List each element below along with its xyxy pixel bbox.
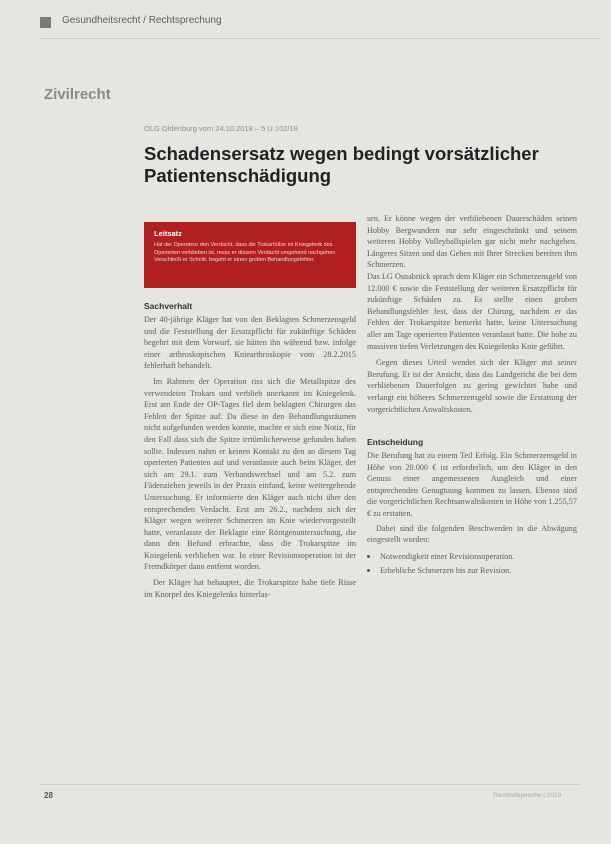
header-divider [40,38,600,39]
running-header-title: Gesundheitsrecht / Rechtsprechung [62,15,222,26]
bullet-icon [367,555,370,558]
sachverhalt-continued-paragraph-3: Gegen dieses Urteil wendet sich der Kläger mit seiner Berufung. Er ist der Ansicht, dass das Landgericht die bei dem verbliebenen Dauerfolgen zu gering gewichtet habe und verlangt ein höheres Schmerzensgeld sowie die Erstattung der vorgerichtlichen Anwaltskosten. [367,358,577,414]
sachverhalt-paragraph-1: Der 40-jährige Kläger hat von den Beklagten Schmerzensgeld und die Feststellung der Ersatzpflicht für zukünftige Schäden begehrt mit dem Vorwurf, sie hätten ihn während bzw. infolge einer arthroskopischen Kniearthroskopie vom 28.2.2015 fehlerhaft behandelt. [144,315,356,371]
sachverhalt-heading: Sachverhalt [144,301,193,311]
bullet-text: Erhebliche Schmerzen bis zur Revision. [380,566,512,576]
running-header [40,12,600,34]
article-title: Schadensersatz wegen bedingt vorsätzlicher Patientenschädigung [144,143,539,186]
sachverhalt-paragraph-3: Der Kläger hat behauptet, die Trokarspitze habe tiefe Risse im Knorpel des Kniegelenks hinterlas- [144,578,356,599]
leitsatz-text: Hat der Operateur den Verdacht, dass die Trokarhülse im Kniegelenk des Operierten verblieben ist, muss er diesem Verdacht umgehend nachgehen. Verschließt er Schnitt, begeht er einen groben Behandlungsfehler. [154,242,337,264]
section-title: Zivilrecht [44,86,111,103]
list-item [367,564,577,579]
bullet-icon [367,569,370,572]
sachverhalt-paragraph-2: Im Rahmen der Operation riss sich die Metallspitze des verwendeten Trokars und verblieb unerkannt im Kniegelenk. Erst am Ende der OP-Tages fiel dem beklagten Chirurgen das Fehlen der Spitze auf. Da diese in den Behandlungsräumen nicht aufgefunden werden konnte, machte er sich eine Notiz, für den Fall dass sich die Spitze irrtümlicherweise gefunden haben sollte. Indessen nahm er keinen Kontakt zu den an diesem Tag operierten Patienten auf und veranlasste auch beim Kläger, der sich am 29.1. zum Verbandswechsel und am 5.2. zum Fädenziehen jeweils in der Praxis einfand, keine weitergehende Untersuchung. Er informierte den Kläger auch nicht über den entsprechenden Verdacht. Erst am 26.2., nachdem sich der Kläger wegen weiterer Schmerzen im Knie wiedervorgestellt hatte, veranlasste der Beklagte eine Röntgenuntersuchung, die dann den Befund erbrachte, dass die Trokarspitze im Kniegelenk verblieben war. In einer Revisionsoperation ist der Fremdkörper dann entfernt worden. [144,376,356,572]
footer-divider [40,784,580,785]
case-citation: OLG Oldenburg vom 24.10.2018 – 5 U 102/18 [144,124,298,133]
header-square-icon [40,17,51,28]
right-column [367,213,577,579]
list-item [367,550,577,565]
entscheidung-heading: Entscheidung [367,437,424,448]
leitsatz-box [144,222,356,288]
sachverhalt-continued-paragraph-1: sen. Er könne wegen der verbliebenen Dauerschäden seinen Hobby Bergwandern nur sehr eingeschränkt und seinem weiteren Hobby Volleyballspielen gar nicht mehr nachgehen. Längeres Sitzen und das Gehen mit Ihrer Strecken bereiten ihm Schmerzen. [367,214,577,270]
entscheidung-paragraph-2: Dabei sind die folgenden Beschwerden in die Abwägung eingestellt worden: [367,523,577,545]
sachverhalt-continued-paragraph-2: Das LG Osnabrück sprach dem Kläger ein Schmerzensgeld von 12.000 € sowie die Feststellung der weiteren Ersatzpflicht für zukünftige Schäden zu. Es stellte einen groben Behandlungsfehler fest, dass der Chirurg, nachdem er das Fehlen der Trokarspitze bemerkt hatte, keine Untersuchung aller am Tage operierten Patienten veranlasst hatte. Die hohe zu massiven tiefen Verletzungen des Kniegelenks Knie geführt. [367,271,577,351]
entscheidung-bullet-list [367,550,577,579]
leitsatz-heading: Leitsatz [154,229,182,238]
page-number: 28 [44,791,53,800]
publication-name: Rechtsdepesche | 2019 [493,792,562,799]
entscheidung-paragraph-1: Die Berufung hat zu einem Teil Erfolg. Ein Schmerzensgeld in Höhe von 20.000 € ist erforderlich, um den Kläger in den Genuss einer angemessenen Ausgleich und einer entsprechenden Genugtuung kommen zu lassen. Ebenso sind die vorgerichtlichen Rechtsanwaltskosten in Höhe von 1.255,57 € zu erstatten. [367,451,577,519]
bullet-text: Notwendigkeit einer Revisionsoperation. [380,551,515,561]
left-column [144,301,356,600]
